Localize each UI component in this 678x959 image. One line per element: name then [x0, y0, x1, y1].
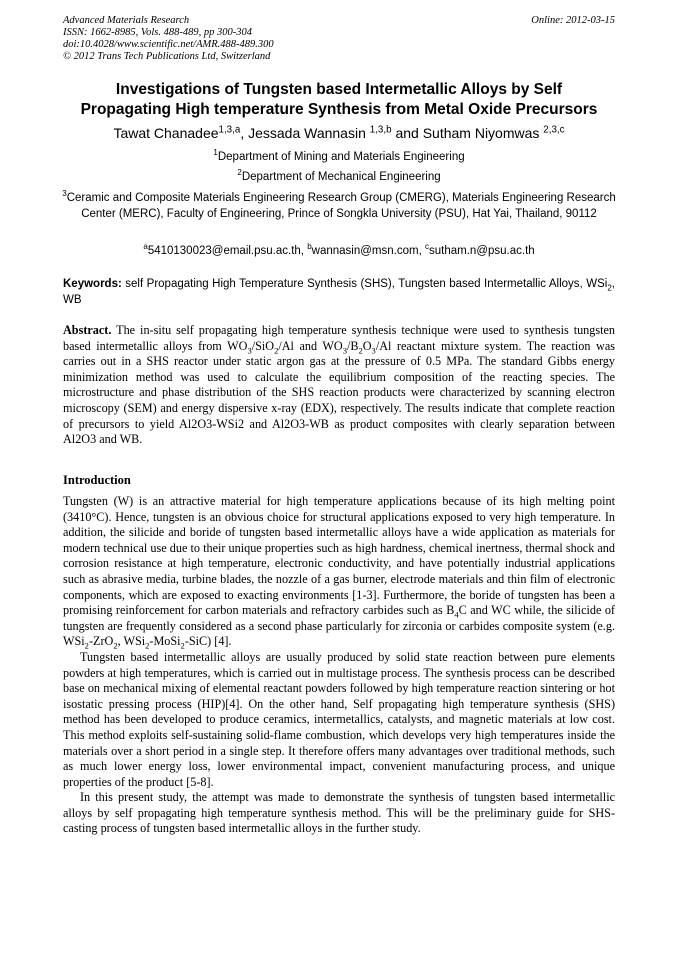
email-mark: a	[143, 242, 148, 252]
affiliation-number: 1	[213, 148, 218, 158]
issn-line: ISSN: 1662-8985, Vols. 488-489, pp 300-304	[63, 27, 252, 38]
paragraph: In this present study, the attempt was made to demonstrate the synthesis of tungsten based intermetallic alloys by self propagating high temperature synthesis method. This will be the preliminary guide for SHS-casting process of tungsten based intermetallic alloys in the further study.	[63, 790, 615, 836]
abstract-text: /Al reactant mixture system. The reaction was carries out in a SHS reactor under static argon gas at the pressure of 0.5 MPa. The standard Gibbs energy minimization method was used to calculate the equilibrium composition of the reacting species. The microstructure and phase distribution of the SHS reaction products were characterized by scanning electron microscopy (SEM) and energy dispersive x-ray (EDX), respectively. The results indicate that complete reaction of precursors to yield Al2O3-WSi2 and Al2O3-WB as product composites with clearly separation between Al2O3 and WB.	[63, 338, 615, 447]
paragraph: Tungsten based intermetallic alloys are usually produced by solid state reaction between pure elements powders at high temperatures, which is carried out in multistage process. The synthesis process can be described base on mechanical mixing of elemental reactant powders followed by high temperature reaction sintering or hot isostatic pressing process (HIP)[4]. On the other hand, Self propagating high temperature synthesis (SHS) method has been developed to produce ceramics, intermetallics, catalysts, and magnetic materials at low cost. This method exploits self-sustaining solid-flame combustion, which develops very high temperatures inside the materials over a short period in a single step. It therefore offers many advantages over traditional methods, such as much lower energy loss, lower environmental impact, convenient manufacturing process, and unique properties of the product [5-8].	[63, 649, 615, 789]
keywords-label: Keywords:	[63, 278, 122, 290]
doi-line: doi:10.4028/www.scientific.net/AMR.488-489.300	[63, 39, 274, 50]
subscript: 2	[358, 345, 363, 356]
affiliation-text: Ceramic and Composite Materials Engineering Research Group (CMERG), Materials Engineering Research Center (MERC), Faculty of Engineering, Prince of Songkla University (PSU), Hat Yai, Thailand, 90112	[66, 192, 616, 220]
subscript: 3	[247, 345, 252, 356]
email-line	[55, 243, 623, 259]
introduction-body	[63, 494, 615, 837]
affiliation-text: Department of Mining and Materials Engineering	[217, 151, 465, 163]
author-3: Sutham Niyomwas	[422, 125, 544, 141]
subscript: 2	[180, 640, 185, 651]
paragraph-text: -MoSi	[149, 634, 181, 649]
copyright-line: © 2012 Trans Tech Publications Ltd, Switzerland	[63, 51, 271, 62]
journal-header	[63, 15, 274, 63]
abstract-text: O	[362, 338, 372, 353]
email-mark: b	[307, 242, 312, 252]
affiliation-text: Department of Mechanical Engineering	[241, 171, 441, 183]
abstract-text: /SiO	[251, 338, 275, 353]
affiliation-3	[55, 190, 623, 222]
email-a: 5410130023@email.psu.ac.th,	[147, 245, 308, 257]
affiliation-2	[55, 169, 623, 185]
subscript: 2	[145, 640, 150, 651]
paragraph-text: C and WC while, the silicide of tungsten are frequently considered as a second phase particularly for zirconia or carbides composite system (e.g. WSi	[63, 603, 615, 649]
section-heading-introduction: Introduction	[63, 473, 131, 487]
paragraph-text: , WSi	[117, 634, 146, 649]
affiliation-number: 2	[237, 168, 242, 178]
abstract-text: The in-situ self propagating high temperature synthesis technique were used to synthesis tungsten based intermetallic alloys from WO	[63, 323, 615, 353]
author-list	[55, 124, 623, 142]
online-date: Online: 2012-03-15	[531, 15, 615, 26]
abstract-text: /Al and WO	[278, 338, 343, 353]
keywords-text: self Propagating High Temperature Synthesis (SHS), Tungsten based Intermetallic Alloys, WSi	[121, 278, 608, 290]
affiliation-1	[55, 149, 623, 165]
keywords	[63, 276, 615, 308]
affiliation-number: 3	[62, 189, 67, 199]
author-2: Jessada Wannasin	[248, 125, 370, 141]
abstract	[63, 323, 615, 448]
paper-title	[55, 80, 623, 120]
abstract-text: /B	[346, 338, 359, 353]
author-separator: and	[391, 125, 423, 141]
author-2-affil: 1,3,b	[369, 124, 392, 136]
paragraph	[63, 494, 615, 650]
title-line-1: Investigations of Tungsten based Intermetallic Alloys by Self	[115, 81, 563, 98]
email-mark: c	[424, 242, 430, 252]
title-line-2: Propagating High temperature Synthesis from Metal Oxide Precursors	[80, 101, 598, 118]
email-b: wannasin@msn.com,	[311, 245, 425, 257]
paragraph-text: -SiC) [4].	[184, 634, 232, 649]
journal-name: Advanced Materials Research	[63, 15, 190, 26]
paragraph-text: Tungsten (W) is an attractive material for high temperature applications because of its high melting point (3410°C). Hence, tungsten is an obvious choice for structural applications exposed to very high temperature. In addition, the silicide and boride of tungsten based intermetallic alloys have a wide application as materials for modern technical use due to their unique properties such as high hardness, chemical inertness, thermal shock and corrosion resistance at high temperature, electronic conductivity, and have potentially industrial applications such as abrasive media, turbine blades, the nozzle of a gas burner, electrode materials and thin film of electronic components, which are exposed to exacting environments [1-3]. Furthermore, the boride of tungsten has been a promising reinforcement for carbon materials and refractory carbides such as B	[63, 494, 615, 618]
subscript: 4	[454, 609, 459, 620]
email-c: sutham.n@psu.ac.th	[429, 245, 535, 257]
author-separator: ,	[240, 125, 249, 141]
abstract-label: Abstract.	[63, 323, 112, 337]
subscript: 2	[84, 640, 89, 651]
subscript: 2	[113, 640, 118, 651]
paragraph-text: -ZrO	[88, 634, 114, 649]
author-1-affil: 1,3,a	[218, 124, 241, 136]
subscript: 2	[607, 283, 612, 293]
author-3-affil: 2,3,c	[543, 124, 565, 136]
keywords-text: , WB	[63, 278, 615, 306]
author-1: Tawat Chanadee	[113, 125, 219, 141]
subscript: 2	[274, 345, 279, 356]
subscript: 3	[371, 345, 376, 356]
subscript: 3	[342, 345, 347, 356]
